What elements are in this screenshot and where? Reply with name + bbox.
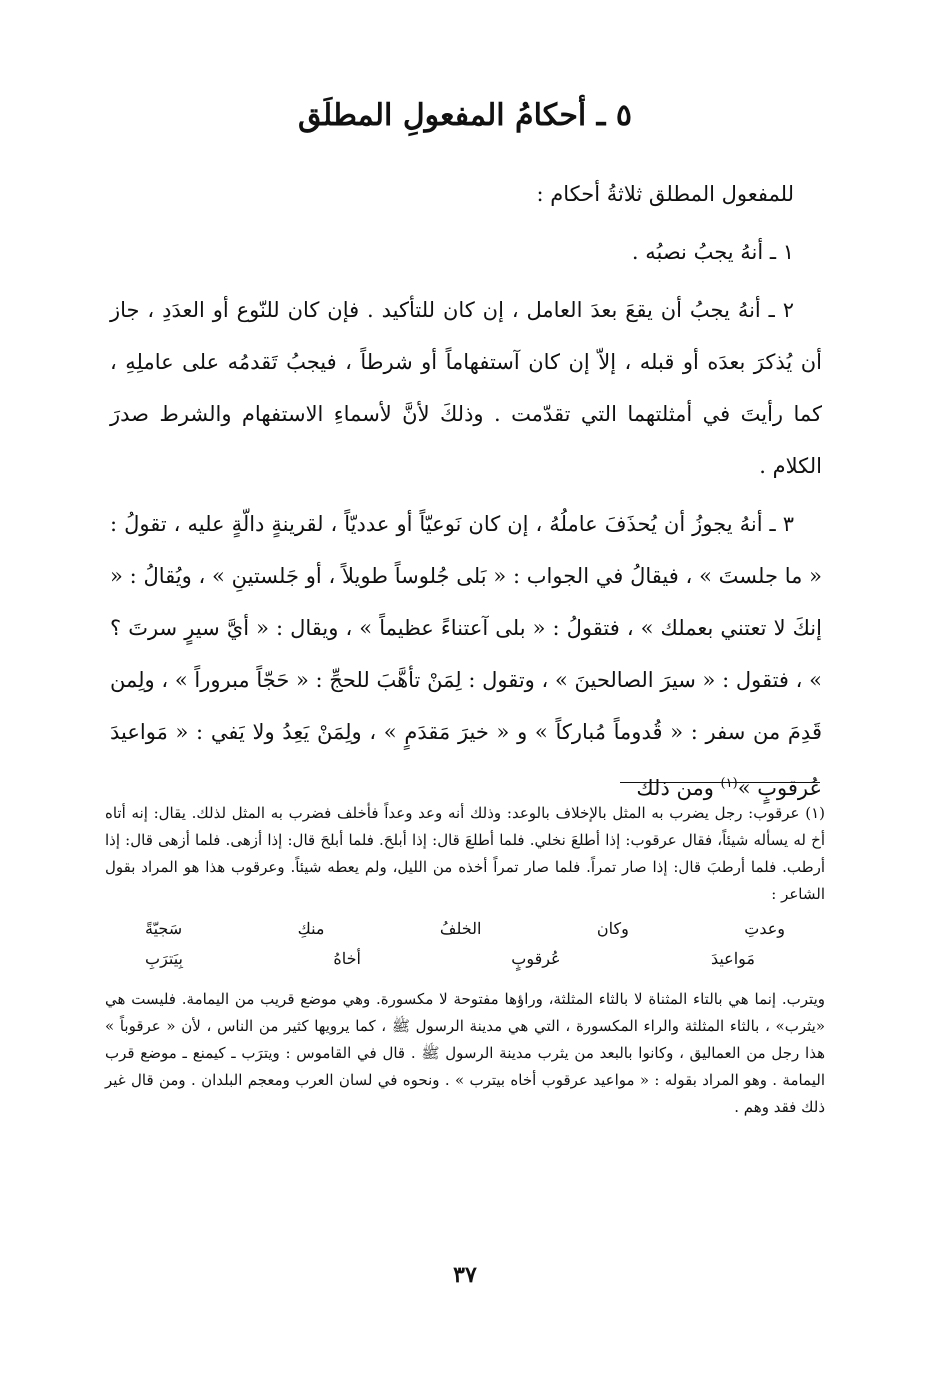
intro-line: للمفعول المطلق ثلاثةُ أحكام : xyxy=(536,182,794,206)
footnote-ref: (١) xyxy=(720,776,738,791)
footnote-separator xyxy=(620,782,820,783)
footnote-text-2: ويترب. إنما هي بالتاء المثناة لا بالثاء المثلثة، وراؤها مفتوحة لا مكسورة. وهي موضع قريب من اليمامة. فليست هي «يثرب» ، بالثاء المثلثة والراء المكسورة ، التي هي مدينة الرسول ﷺ ، كما يرويها كثير من الناس ، لأن « عرقوباً » هذا رجل من العماليق ، وكانوا بالبعد من يثرب مدينة الرسول ﷺ . قال في القاموس : ويترَب ـ كيمنع ـ موضع قرب اليمامة . وهو المراد بقوله : « مواعيد عرقوب أخاه بيترب » . ونحوه في لسان العرب ومعجم البلدان . ومن قال غير ذلك فقد وهم . xyxy=(105,990,825,1116)
verse-word: وكان xyxy=(596,919,629,938)
verse-word: بِيَترَبِ xyxy=(145,949,183,968)
poem-verse xyxy=(105,914,825,974)
verse-word: مَواعيدَ xyxy=(710,949,755,968)
verse-line-2 xyxy=(145,944,785,974)
verse-line-1 xyxy=(145,914,785,944)
verse-word: الخلفُ xyxy=(439,919,482,938)
rule-1: ١ ـ أنهُ يجبُ نصبُه . xyxy=(631,240,794,264)
verse-word: وعدتِ xyxy=(744,919,785,938)
rule-2: ٢ ـ أنهُ يجبُ أن يقعَ بعدَ العامل ، إن كان للتأكيد . فإن كان للنّوع أو العدَدِ ، جاز أن يُذكرَ بعدَه أو قبله ، إلاّ إن كان آستفهاماً أو شرطاً ، فيجبُ تَقدمُه على عاملِهِ ، كما رأيتَ في أمثلتهما التي تقدّمت . وذلكَ لأنَّ لأسماءِ الاستفهام والشرط صدرَ الكلام . xyxy=(110,298,822,478)
verse-word: سَجيّةً xyxy=(145,919,183,938)
main-text xyxy=(110,168,822,814)
footnote-text-1: (١) عرقوب: رجل يضرب به المثل بالإخلاف بالوعد: وذلك أنه وعد وعداً فأخلف فضرب به المثل لذلك. يقال: إنه أتاه أخ له يسأله شيئاً، فقال عرقوب: إذا أطلعَ نخلي. فلما أطلعَ قال: إذا أبلحَ. فلما أبلحَ قال: إذا أزهى. فلما أزهى قال: إذا أرطب. فلما أرطبَ قال: إذا صار تمراً. فلما صار تمراً أخذه من الليل، ولم يعطه شيئاً. وعرقوب هذا هو المراد بقول الشاعر : xyxy=(105,804,825,903)
section-title: ٥ ـ أحكامُ المفعولِ المطلَق xyxy=(298,98,632,133)
rule-3 xyxy=(110,498,822,814)
footnote xyxy=(105,800,825,1121)
page-number: ٣٧ xyxy=(453,1262,477,1288)
verse-word: منكِ xyxy=(297,919,325,938)
rule-3-text: ٣ ـ أنهُ يجوزُ أن يُحذَفَ عاملُهُ ، إن كان نَوعيّاً أو عدديّاً ، لقرينةٍ دالّةٍ عليه ، تقولُ : « ما جلستَ » ، فيقالُ في الجواب : « بَلى جُلوساً طويلاً ، أو جَلستينِ » ، ويُقالُ : « إنكَ لا تعتني بعملك » ، فتقولُ : « بلى آعتناءً عظيماً » ، ويقال : « أيَّ سيرٍ سرتَ ؟ » ، فتقول : « سيرَ الصالحينَ » ، وتقول : لِمَنْ تأهَّبَ للحجِّ : « حَجّاً مبروراً » ، ولِمن قَدِمَ من سفر : « قُدوماً مُباركاً » و « خيرَ مَقدَمٍ » ، ولِمَنْ يَعِدُ ولا يَفي : « مَواعيدَ عُرقوبٍ » xyxy=(110,512,822,800)
verse-word: عُرقوبٍ xyxy=(511,949,561,968)
rule-3-end: ومن ذلك xyxy=(636,776,721,800)
verse-word: أخاهُ xyxy=(333,949,361,968)
